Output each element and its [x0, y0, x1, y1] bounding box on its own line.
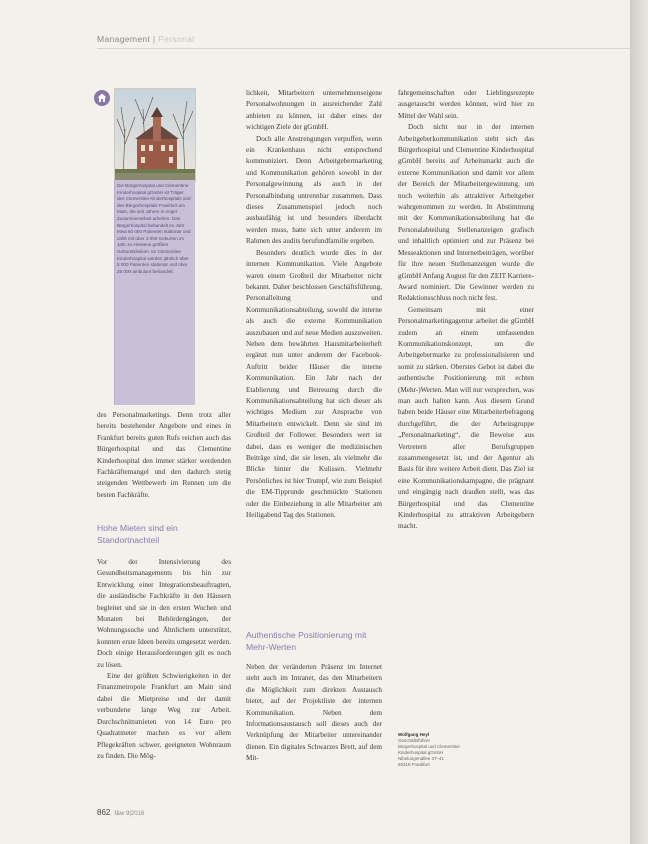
magazine-name: f&w 9|2016 [114, 811, 145, 817]
hospital-photo [114, 88, 196, 182]
subsection-label: Personal [158, 34, 195, 44]
middle-column [246, 88, 382, 521]
author-city: 60318 Frankfurt [398, 761, 430, 767]
middle-paragraph-2: Doch alle Anstrengungen verpuffen, wenn ein Krankenhaus nicht entsprechend kommuniziert. Denn Arbeitgebermarketing und Kommunikation gehören sowohl in der Personalgewinnung als auch in der Personalbindung untrennbar zusammen. Dass dieses Zusammenspiel jedoch noch ausbaufähig ist und besonders überdacht werden muss, hatte sich unter anderem im Rahmen des audits berufundfamilie ergeben. [246, 134, 382, 246]
middle-paragraph-4: Neben der veränderten Präsenz im Internet steht auch im Intranet, das den Mitarbeitern die Möglichkeit zum direkten Austausch bietet, auf der Projektliste der internen Kommunikation. Neben dem Informationsaustausch soll dieses auch der Verknüpfung der Mitarbeiter untereinander dienen. Ein digitales Schwarzes Brett, auf dem Mit- [246, 663, 382, 763]
left-paragraph-2: Vor der Intensivierung des Gesundheitsmanagements bis hin zur Entwicklung einer Integrationsbeauftragten, die ausländische Fachkräfte in den Häusern begleitet und sie in den ersten Wochen und Monaten bei Behördengängen, der Wohnungssuche und Ähnlichem unterstützt, konnten erste Ideen bereits umgesetzt werden. Doch einige Herausforderungen gilt es noch zu lösen. [97, 558, 231, 669]
photo-caption: Die Bürgerhospital und Clementine Kinderhospital gGmbH ist Träger des Clementine Kinderhospitals und des Bürgerhospitals Frankfurt am Main, die seit Jahren in enger Zusammenarbeit arbeiten. Das Bürgerhospital behandelt im Jahr etwa 60 000 Patienten stationär und zählt mit über 3 000 Geburten im Jahr zu Hessens größten Geburtskliniken. Im Clementine Kinderhospital werden jährlich über 5 000 Patienten stationär und über 25 000 ambulant behandelt. [117, 183, 191, 274]
left-column [97, 410, 231, 501]
author-organization: Bürgerhospital und Clementine Kinderhospital gGmbH [398, 743, 460, 755]
header-divider [97, 48, 632, 49]
author-name: Wolfgang Heyl [398, 732, 430, 737]
left-paragraph-3: Eine der größten Schwierigkeiten in der Finanzmetropole Frankfurt am Main sind dabei die Mietpreise und der damit verbundene lange Weg zur Arbeit. Durchschnittsmieten von 14 Euro pro Quadratmeter machen es vor allem Pflegekräften schwer, geeigneten Wohnraum zu finden. Die Mög- [97, 672, 231, 760]
page-gutter [630, 0, 648, 844]
right-paragraph-1: fahrgemeinschaften oder Lieblingsrezepte ausgetauscht werden können, wird hier zu Mittel der Wahl sein. [398, 89, 534, 120]
author-info [398, 732, 488, 767]
right-paragraph-3: Gemeinsam mit einer Personalmarketingagentur arbeitet die gGmbH zudem an einem umfassenden Kommunikationskonzept, um die Arbeitgebermarke zu professionalisieren und somit zu stärken. Oberstes Gebot ist dabei die authentische Positionierung mit echten (Mehr-)Werten. Man will nur versprechen, was man auch halten kann. Aus diesem Grund haben beide Häuser eine Mitarbeiterbefragung durchgeführt, die der Arbeitsgruppe „Personalmarketing“, die Beweise aus Vertretern aller Berufsgruppen zusammengesetzt ist, und der Agentur als Basis für ihre weitere Arbeit dient. Das Ziel ist eine Kommunikationskampagne, die prägnant und eingängig nach draußen stellt, was das Bürgerhospital und das Clementine Kinderhospital zu attraktiven Arbeitgebern macht. [398, 305, 534, 531]
left-column-lower [97, 557, 231, 762]
right-column [398, 88, 534, 533]
page-footer [97, 808, 144, 817]
left-paragraph-1: des Personalmarketings. Denn trotz aller bereits bestehender Angebote und eines in Frankfurt bereits guten Rufs reichen auch das Bürgerhospital und das Clementine Kinderhospital den immer stärker werdenden Fachkräftemangel und den dadurch stetig steigenden Wettbewerb im Rennen um die besten Fachkräfte. [97, 411, 231, 499]
header-separator: | [152, 34, 156, 44]
house-icon [94, 90, 110, 106]
heading-hohe-mieten: Hohe Mieten sind ein Standortnachteil [97, 523, 178, 545]
heading-authentische-positionierung: Authentische Positionierung mit Mehr-Werten [246, 630, 367, 652]
section-label: Management [97, 34, 151, 44]
section-header [97, 34, 194, 44]
page-number: 862 [97, 808, 111, 817]
right-paragraph-2: Doch nicht nur in der internen Arbeitgeberkommunikation steht sich das Bürgerhospital und Clementine Kinderhospital gGmbH bereits auf Arbeitsmarkt auch die externe Kommunikation und damit vor allem der Bereich der Mitarbeitergewinnung, um noch weiterhin als attraktiver Arbeitgeber wahrgenommen zu werden. In Abstimmung mit der Kommunikationsabteilung hat die Personalabteilung Stellenanzeigen grafisch und inhaltlich optimiert und zur Präsenz bei Messeaktionen und Internetbeiträgen, worüber für ihre neuen Stellenanzeigen wurde die gGmbH Anfang August für den ZEIT Karriere-Award nominiert. Die Gewinner werden zu Redaktionsschluss noch nicht fest. [398, 123, 534, 303]
author-title: Geschäftsführer [398, 737, 431, 743]
middle-column-lower [246, 662, 382, 765]
author-street: Nibelungenallee 37–41 [398, 755, 445, 761]
middle-paragraph-3: Besonders deutlich wurde dies in der internen Kommunikation. Viele Angebote waren einem Großteil der Mitarbeiter nicht bekannt. Daher beschlossen Geschäftsführung, Personalleitung und Kommunikationsabteilung, sowohl die interne als auch die externe Kommunikation auszubauen und auf neue Medien auszuweiten. Neben dem bewährten Hausmitarbeiterheft ergänzt nun unter anderem der Facebook-Auftritt beider Häuser die interne Kommunikation. Ein Jahr nach der Etablierung und Betreuung durch die Kommunikationsabteilung hat sich dieser als wichtiges Medium zur Ansprache von Mitarbeitern entwickelt. Denn sie sind im Großteil der Follower. Besonders wert ist dabei, dass es weniger die medizinischen Beiträge sind, die sie lesen, als vielmehr die Blicke hinter die Kulissen. Vielmehr Persönliches ist hier Trumpf, wie zum Beispiel die EM-Tipprunde geschmückte Stationen oder die Einbeziehung in alle Mitarbeiter am Heiligabend Tag des Stationen. [246, 248, 382, 520]
middle-paragraph-1: lichkeit, Mitarbeitern unternehmenseigene Personalwohnungen in ausreichender Zahl anbieten zu können, ist daher eines der wichtigen Ziele der gGmbH. [246, 89, 382, 132]
